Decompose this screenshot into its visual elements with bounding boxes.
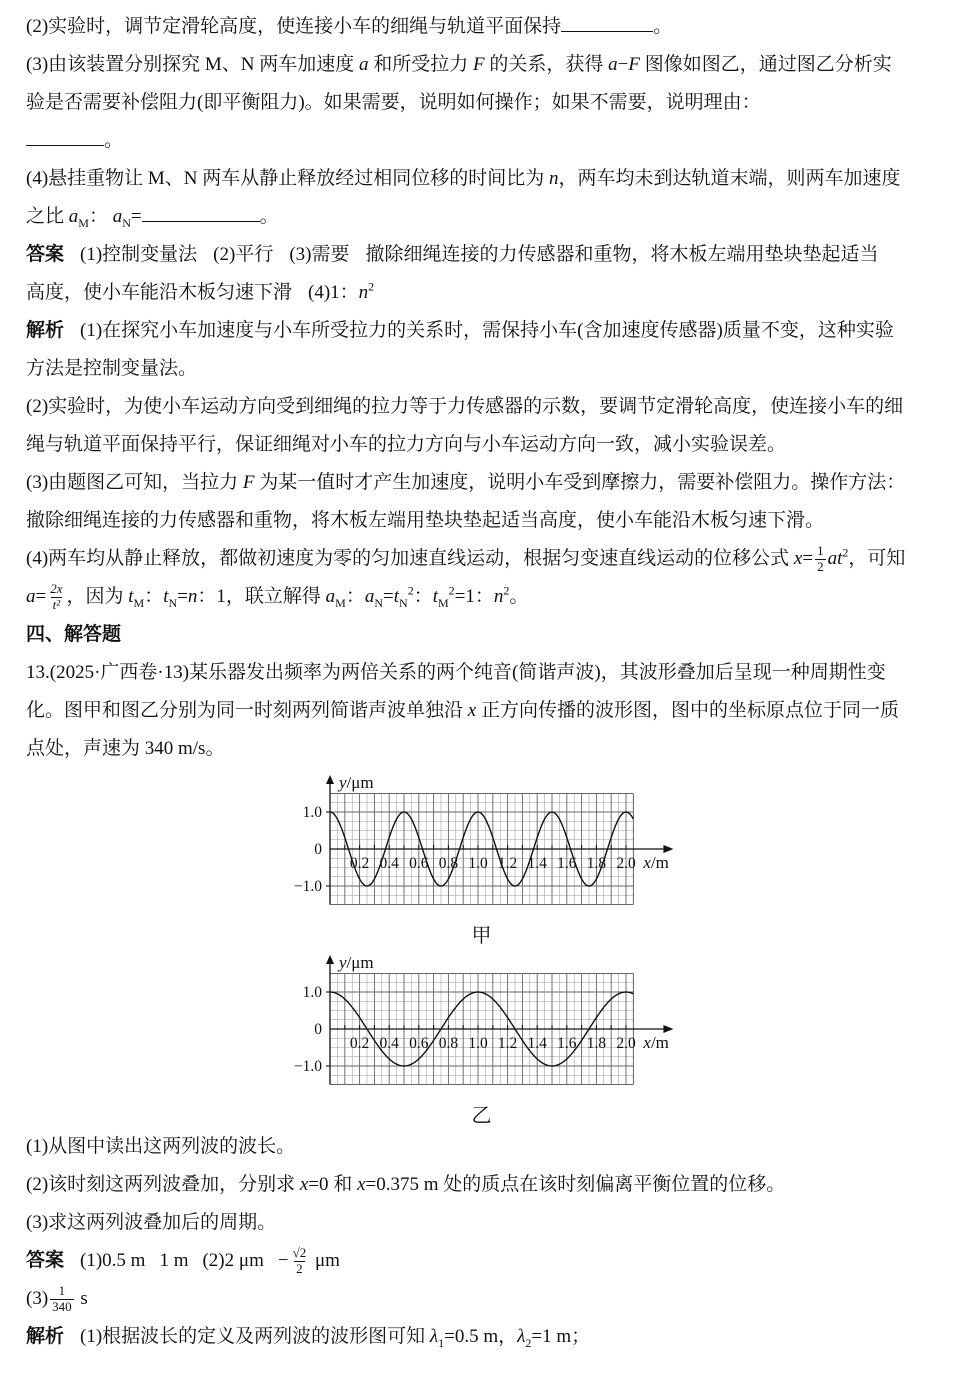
variable: a	[364, 586, 375, 607]
text-segment: ：	[88, 206, 113, 227]
text-segment: (3)	[26, 1288, 49, 1309]
text-segment: (2)实验时，为使小车运动方向受到细绳的拉力等于力传感器的示数，要调节定滑轮高度，使连接小车的细	[26, 396, 904, 417]
text-segment: 化。图甲和图乙分别为同一时刻两列简谐声波单独沿	[26, 700, 468, 721]
bold-label: 答案	[26, 1250, 65, 1271]
svg-text:0.4: 0.4	[379, 855, 399, 872]
text-segment: =0.5 m，	[444, 1326, 518, 1347]
text-segment: (3)由该装置分别探究 M、N 两车加速度	[26, 54, 360, 75]
subscript: N	[122, 215, 131, 230]
text-segment: 。	[653, 16, 673, 37]
text-segment: =	[130, 206, 142, 227]
svg-text:0: 0	[314, 1021, 322, 1038]
subscript: 2	[525, 1335, 532, 1350]
text-segment: 图像如图乙，通过图乙分析实	[640, 54, 892, 75]
text-segment: 的关系，获得	[484, 54, 609, 75]
text-segment: =	[383, 586, 394, 607]
analysis-12-3-line1	[26, 464, 930, 502]
text-segment: s	[75, 1288, 88, 1309]
analysis-12-4-line2	[26, 578, 930, 616]
superscript: 2	[448, 583, 455, 598]
text-segment: (1)在探究小车加速度与小车所受拉力的关系时，需保持小车(含加速度传感器)质量不变，这种实验	[80, 320, 894, 341]
text-segment: ：	[413, 586, 433, 607]
svg-text:−1.0: −1.0	[293, 878, 322, 895]
q13-sub3	[26, 1204, 930, 1242]
text-segment: (3)需要	[289, 244, 350, 265]
text-block-bottom	[26, 1128, 930, 1356]
svg-text:1.0: 1.0	[302, 804, 322, 821]
svg-text:−1.0: −1.0	[293, 1058, 322, 1075]
subscript: N	[374, 595, 384, 610]
text-segment: ，可知	[848, 548, 906, 569]
subscript: M	[133, 595, 145, 610]
superscript: 2	[842, 545, 849, 560]
analysis-12-3-line2	[26, 502, 930, 540]
text-segment: (4)1：	[308, 282, 359, 303]
variable: λ	[429, 1326, 439, 1347]
variable: x	[467, 700, 477, 721]
svg-text:0.2: 0.2	[349, 1035, 370, 1052]
q13-stem-line2	[26, 692, 930, 730]
variable: n	[187, 586, 198, 607]
variable: n	[493, 586, 504, 607]
q13-stem-line3	[26, 730, 930, 768]
text-segment: =1：	[454, 586, 494, 607]
subscript: M	[335, 595, 346, 610]
variable: t	[393, 586, 400, 607]
answer-13-line2	[26, 1280, 930, 1318]
text-segment: 和所受拉力	[368, 54, 474, 75]
waveform-figure-jia	[268, 774, 930, 948]
text-segment: (1)0.5 m	[80, 1250, 146, 1271]
svg-text:x/m: x/m	[643, 1033, 669, 1052]
variable: t	[163, 586, 169, 607]
analysis-12-2-line2	[26, 426, 930, 464]
q12-part2	[26, 8, 930, 46]
q12-part3-line2	[26, 84, 930, 122]
answer-blank	[26, 141, 104, 146]
superscript: 2	[503, 583, 510, 598]
svg-text:2.0: 2.0	[616, 855, 636, 872]
q12-part4-line1	[26, 160, 930, 198]
analysis-13-line1	[26, 1318, 930, 1356]
svg-text:0.2: 0.2	[349, 855, 370, 872]
text-segment: =	[177, 586, 188, 607]
text-segment: 1 m	[159, 1250, 189, 1271]
analysis-12-2-line1	[26, 388, 930, 426]
text-segment: (3)求这两列波叠加后的周期。	[26, 1212, 277, 1233]
svg-text:1.6: 1.6	[557, 1035, 577, 1052]
analysis-12-1-line2	[26, 350, 930, 388]
superscript: 2	[368, 279, 375, 294]
text-segment: 点处，声速为 340 m/s。	[26, 738, 225, 759]
variable: a	[359, 54, 369, 75]
variable: F	[628, 54, 640, 75]
subscript: M	[438, 595, 449, 610]
text-segment: ，两车均未到达轨道末端，则两车加速度	[558, 168, 901, 189]
text-segment: 方法是控制变量法。	[26, 358, 198, 379]
variable: n	[358, 282, 369, 303]
analysis-12-1-line1	[26, 312, 930, 350]
text-segment: 之比	[26, 206, 69, 227]
svg-text:0: 0	[314, 841, 322, 858]
text-segment: (2)实验时，调节定滑轮高度，使连接小车的细绳与轨道平面保持	[26, 16, 562, 37]
svg-text:1.0: 1.0	[468, 855, 488, 872]
text-segment: (2)该时刻这两列波叠加，分别求	[26, 1174, 300, 1195]
text-block-top	[26, 8, 930, 768]
waveform-figure-yi	[268, 954, 930, 1128]
svg-text:1.4: 1.4	[527, 1035, 547, 1052]
q12-part3-line1	[26, 46, 930, 84]
subscript: 1	[438, 1335, 445, 1350]
q13-sub1	[26, 1128, 930, 1166]
bold-label: 解析	[26, 320, 65, 341]
text-segment: 撤除细绳连接的力传感器和重物，将木板左端用垫块垫起适当	[365, 244, 879, 265]
svg-text:0.4: 0.4	[379, 1035, 399, 1052]
text-segment: 正方向传播的波形图，图中的坐标原点位于同一质	[476, 700, 899, 721]
text-segment: −	[277, 1250, 289, 1271]
fraction: $\frac{2x}{\text{t²}}$	[50, 581, 63, 613]
figure-label-yi: 乙	[471, 1105, 492, 1127]
text-segment: −	[617, 54, 629, 75]
text-segment: (2)平行	[213, 244, 274, 265]
q12-part3-blank	[26, 122, 930, 160]
text-segment: ：	[345, 586, 365, 607]
text-segment: 。	[104, 130, 124, 151]
svg-text:0.6: 0.6	[409, 855, 429, 872]
variable: t	[432, 586, 438, 607]
text-segment: =0 和	[308, 1174, 358, 1195]
answer-blank	[142, 217, 260, 222]
text-segment: 撤除细绳连接的力传感器和重物，将木板左端用垫块垫起适当高度，使小车能沿木板匀速下滑。	[26, 510, 825, 531]
text-segment: (2)2 μm	[202, 1250, 264, 1271]
figure-label-jia: 甲	[471, 925, 492, 947]
svg-text:1.0: 1.0	[302, 984, 322, 1001]
fraction: $\frac{1}{2}$	[817, 543, 824, 575]
svg-text:0.8: 0.8	[438, 855, 459, 872]
variable: a	[68, 206, 79, 227]
text-segment: 高度，使小车能沿木板匀速下滑	[26, 282, 293, 303]
analysis-12-4-line1	[26, 540, 930, 578]
q13-stem-line1	[26, 654, 930, 692]
svg-text:0.6: 0.6	[409, 1035, 429, 1052]
text-segment: (4)悬挂重物让 M、N 两车从静止释放经过相同位移的时间比为	[26, 168, 550, 189]
text-segment: (1)根据波长的定义及两列波的波形图可知	[80, 1326, 430, 1347]
text-segment: ：	[144, 586, 164, 607]
svg-text:1.4: 1.4	[527, 855, 547, 872]
text-segment: 验是否需要补偿阻力(即平衡阻力)。如果需要，说明如何操作；如果不需要，说明理由：	[26, 92, 761, 113]
text-segment: =0.375 m 处的质点在该时刻偏离平衡位置的位移。	[365, 1174, 786, 1195]
svg-text:1.8: 1.8	[586, 1035, 607, 1052]
svg-text:1.0: 1.0	[468, 1035, 488, 1052]
variable: λ	[517, 1326, 526, 1347]
text-segment: 13.(2025·广西卷·13)某乐器发出频率为两倍关系的两个纯音(简谐声波)，其波形叠加后呈现一种周期性变	[26, 662, 886, 683]
svg-text:x/m: x/m	[643, 853, 669, 872]
text-segment: (4)两车均从静止释放，都做初速度为零的匀加速直线运动，根据匀变速直线运动的位移公式	[26, 548, 794, 569]
text-segment: ：1，联立解得	[197, 586, 326, 607]
variable: a	[325, 586, 336, 607]
section-4-header	[26, 616, 930, 654]
q13-sub2	[26, 1166, 930, 1204]
variable: a	[26, 586, 36, 607]
superscript: 2	[407, 583, 414, 598]
waveform-chart-jia	[268, 774, 738, 924]
text-segment: 。	[259, 206, 279, 227]
text-segment: 为某一值时才产生加速度，说明小车受到摩擦力，需要补偿阻力。操作方法：	[254, 472, 906, 493]
bold-label: 答案	[26, 244, 65, 265]
answer-13-line1	[26, 1242, 930, 1280]
text-segment: 。	[509, 586, 529, 607]
variable: F	[473, 54, 485, 75]
text-segment: =1 m；	[531, 1326, 591, 1347]
variable: n	[549, 168, 559, 189]
text-segment: ，因为	[66, 586, 129, 607]
variable: x	[357, 1174, 366, 1195]
subscript: N	[399, 595, 408, 610]
variable: a	[608, 54, 618, 75]
svg-text:2.0: 2.0	[616, 1035, 636, 1052]
text-segment: (3)由题图乙可知，当拉力	[26, 472, 243, 493]
q12-part4-line2	[26, 198, 930, 236]
answer-12-line1	[26, 236, 930, 274]
bold-label: 四、解答题	[26, 624, 122, 645]
subscript: M	[78, 215, 89, 230]
svg-text:1.6: 1.6	[557, 855, 577, 872]
svg-text:1.2: 1.2	[497, 855, 518, 872]
variable: F	[242, 472, 255, 493]
variable: a	[112, 206, 123, 227]
text-segment: =	[35, 586, 47, 607]
fraction: $\frac{1}{340}$	[52, 1283, 72, 1315]
text-segment: =	[802, 548, 814, 569]
svg-text:y/μm: y/μm	[339, 774, 374, 792]
answer-blank	[561, 27, 653, 32]
text-segment: (1)控制变量法	[80, 244, 198, 265]
bold-label: 解析	[26, 1326, 65, 1347]
variable: at	[827, 548, 843, 569]
svg-text:y/μm: y/μm	[339, 954, 374, 972]
variable: x	[793, 548, 803, 569]
waveform-chart-yi	[268, 954, 738, 1104]
svg-text:1.8: 1.8	[586, 855, 607, 872]
subscript: N	[168, 595, 178, 610]
svg-text:0.8: 0.8	[438, 1035, 459, 1052]
text-segment: (1)从图中读出这两列波的波长。	[26, 1136, 296, 1157]
text-segment: μm	[310, 1250, 340, 1271]
svg-text:1.2: 1.2	[497, 1035, 518, 1052]
variable: t	[128, 586, 134, 607]
fraction: $\frac{√2}{2}$	[292, 1245, 307, 1277]
text-segment: 绳与轨道平面保持平行，保证细绳对小车的拉力方向与小车运动方向一致，减小实验误差。	[26, 434, 787, 455]
variable: x	[299, 1174, 309, 1195]
answer-12-line2	[26, 274, 930, 312]
